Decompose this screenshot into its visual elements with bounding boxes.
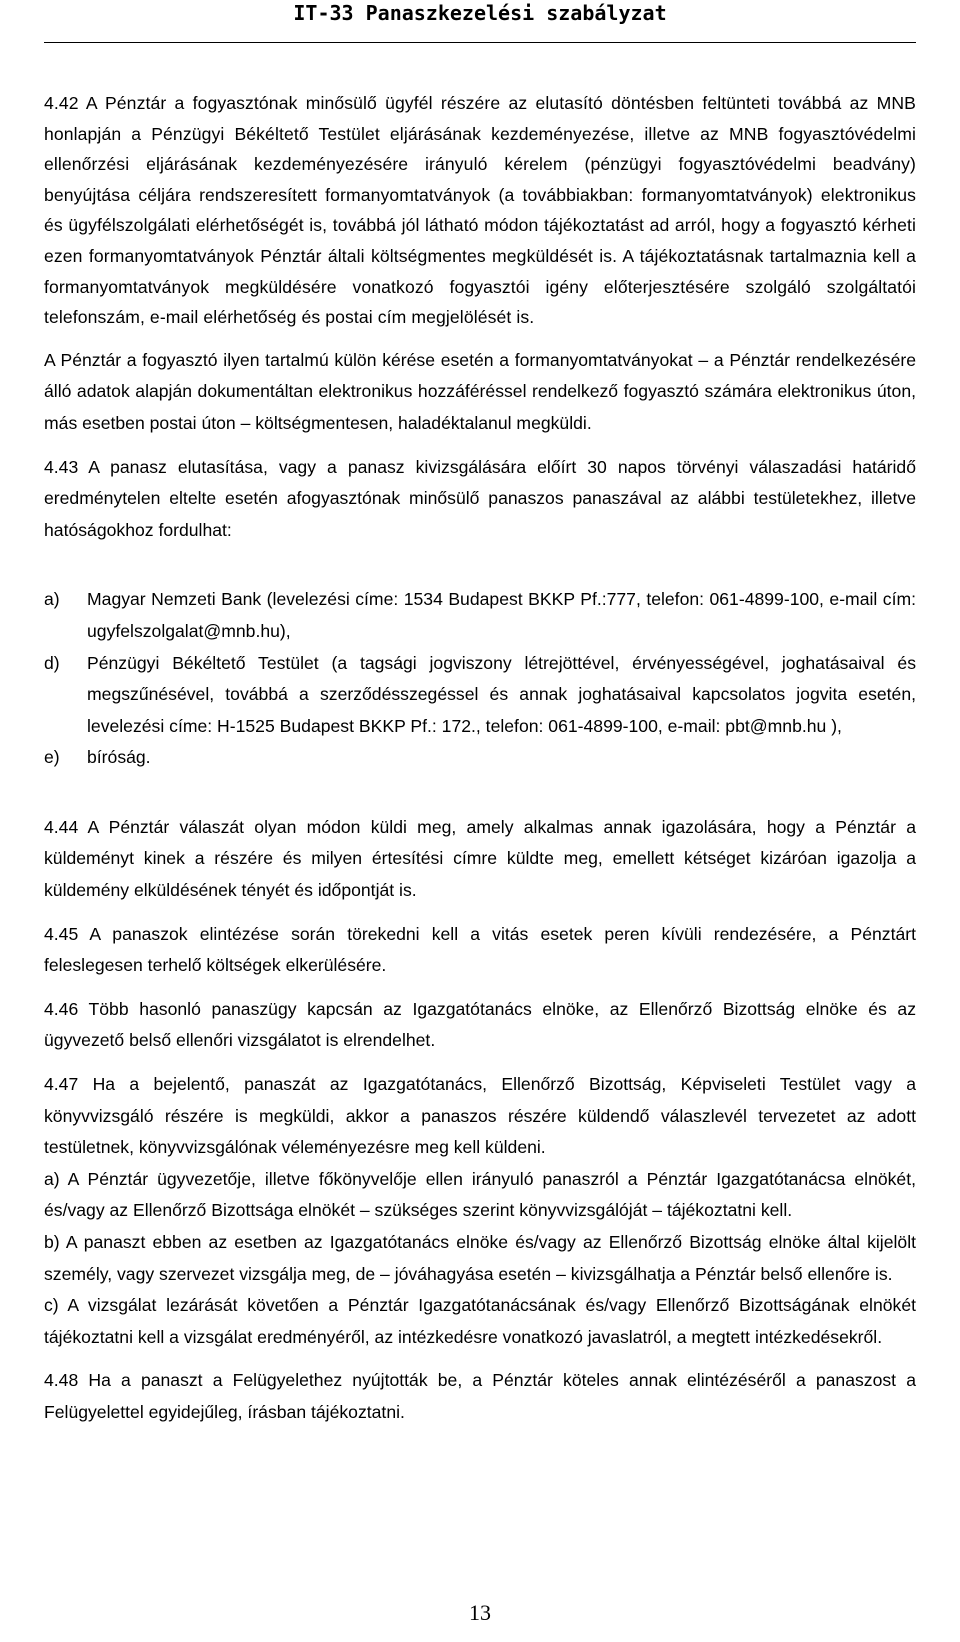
paragraph-4-46: 4.46 Több hasonló panaszügy kapcsán az Igazgatótanács elnöke, az Ellenőrző Bizottság elnöke és az ügyvezető belső ellenőri vizsgálatot is elrendelhet. (44, 998, 916, 1051)
paragraph-4-48: 4.48 Ha a panaszt a Felügyelethez nyújtották be, a Pénztár köteles annak elintézéséről a panaszost a Felügyelettel egyidejűleg, írásban tájékoztatni. (44, 1370, 916, 1422)
list-marker: a) (44, 589, 60, 610)
document-body (44, 88, 916, 1429)
paragraph-4-45: 4.45 A panaszok elintézése során törekedni kell a vitás esetek peren kívüli rendezésére, a Pénztárt feleslegesen terhelő költségek elkerülésére. (44, 923, 916, 976)
list-item (44, 584, 916, 647)
list-marker: e) (44, 747, 60, 768)
list-item-text: Pénzügyi Békéltető Testület (a tagsági jogviszony létrejöttével, érvényességével, joghatásaival és megszűnésével, továbbá a szerződésszegéssel és annak joghatásaival kapcsolatos jogvita esetén, levelezési címe: H-1525 Budapest BKKP Pf.: 172., telefon: 061-4899-100, e-mail: pbt@mnb.hu ), (87, 652, 916, 736)
paragraph-4-47: 4.47 Ha a bejelentő, panaszát az Igazgatótanács, Ellenőrző Bizottság, Képviseleti Testület vagy a könyvvizsgáló részére is megküldi, akkor a panaszos részére küldendő válaszlevél tervezetet az adott testületnek, könyvvizsgálónak véleményezésre meg kell küldeni. (44, 1074, 916, 1158)
list-item (44, 742, 916, 774)
paragraph-4-43: 4.43 A panasz elutasítása, vagy a panasz kivizsgálására előírt 30 napos törvényi válaszadási határidő eredménytelen eltelte esetén afogyasztónak minősülő panaszos panaszával az alábbi testületekhez, illetve hatóságokhoz fordulhat: (44, 456, 916, 540)
list-marker: d) (44, 652, 60, 673)
paragraph-4-47-c: c) A vizsgálat lezárását követően a Pénztár Igazgatótanácsának és/vagy Ellenőrző Bizottságának elnökét tájékoztatni kell a vizsgálat eredményéről, az intézkedésre vonatkozó javaslatról, a megtett intézkedésekről. (44, 1295, 916, 1347)
page-header (44, 0, 916, 43)
paragraph-4-42: 4.42 A Pénztár a fogyasztónak minősülő ügyfél részére az elutasító döntésben feltünteti továbbá az MNB honlapján a Pénzügyi Békéltető Testület eljárásának kezdeményezése, illetve az MNB fogyasztóvédelmi ellenőrzési eljárásának kezdeményezésére irányuló kérelem (pénzügyi fogyasztóvédelmi beadvány) benyújtása céljára rendszeresített formanyomtatványok (a továbbiakban: formanyomtatványok) elektronikus és ügyfélszolgálati elérhetőségét is, továbbá jól látható módon tájékoztatást ad arról, hogy a fogyasztó kérheti ezen formanyomtatványok Pénztár általi költségmentes megküldését is. A tájékoztatásnak tartalmaznia kell a formanyomtatványok megküldésére vonatkozó fogyasztói igény előterjesztésére szolgáló szolgáltatói telefonszám, e-mail elérhetőség és postai cím megjelölését is. (44, 93, 916, 328)
list-item (44, 648, 916, 743)
paragraph-4-44: 4.44 A Pénztár válaszát olyan módon küldi meg, amely alkalmas annak igazolására, hogy a Pénztár a küldeményt kinek a részére és milyen értesítési címre küldte meg, emellett kétséget kizáróan igazolja a küldemény elküldésének tényét és időpontját is. (44, 816, 916, 901)
page-number: 13 (469, 1600, 491, 1625)
paragraph-4-47-a: a) A Pénztár ügyvezetője, illetve főkönyvelője ellen irányuló panaszról a Pénztár Igazgatótanácsa elnökét, és/vagy az Ellenőrző Bizottsága elnökét – szükséges szerint könyvvizsgálóját – tájékoztatni kell. (44, 1168, 916, 1221)
header-title: IT-33 Panaszkezelési szabályzat (293, 1, 667, 25)
paragraph-4-42-continued: A Pénztár a fogyasztó ilyen tartalmú külön kérése esetén a formanyomtatványokat – a Pénztár rendelkezésére álló adatok alapján dokumentáltan elektronikus hozzáféréssel rendelkező fogyasztó számára elektronikus úton, más esetben postai úton – költségmentesen, haladéktalanul megküldi. (44, 349, 916, 433)
authority-list (44, 584, 916, 774)
list-item-text: bíróság. (87, 747, 151, 768)
list-item-text: Magyar Nemzeti Bank (levelezési címe: 1534 Budapest BKKP Pf.:777, telefon: 061-4899-100, e-mail cím: ugyfelszolgalat@mnb.hu), (87, 589, 916, 641)
paragraph-4-47-b: b) A panaszt ebben az esetben az Igazgatótanács elnöke és/vagy az Ellenőrző Bizottság elnöke által kijelölt személy, vagy szervezet vizsgálja meg, de – jóváhagyása esetén – kivizsgálhatja a Pénztár belső ellenőre is. (44, 1232, 916, 1284)
